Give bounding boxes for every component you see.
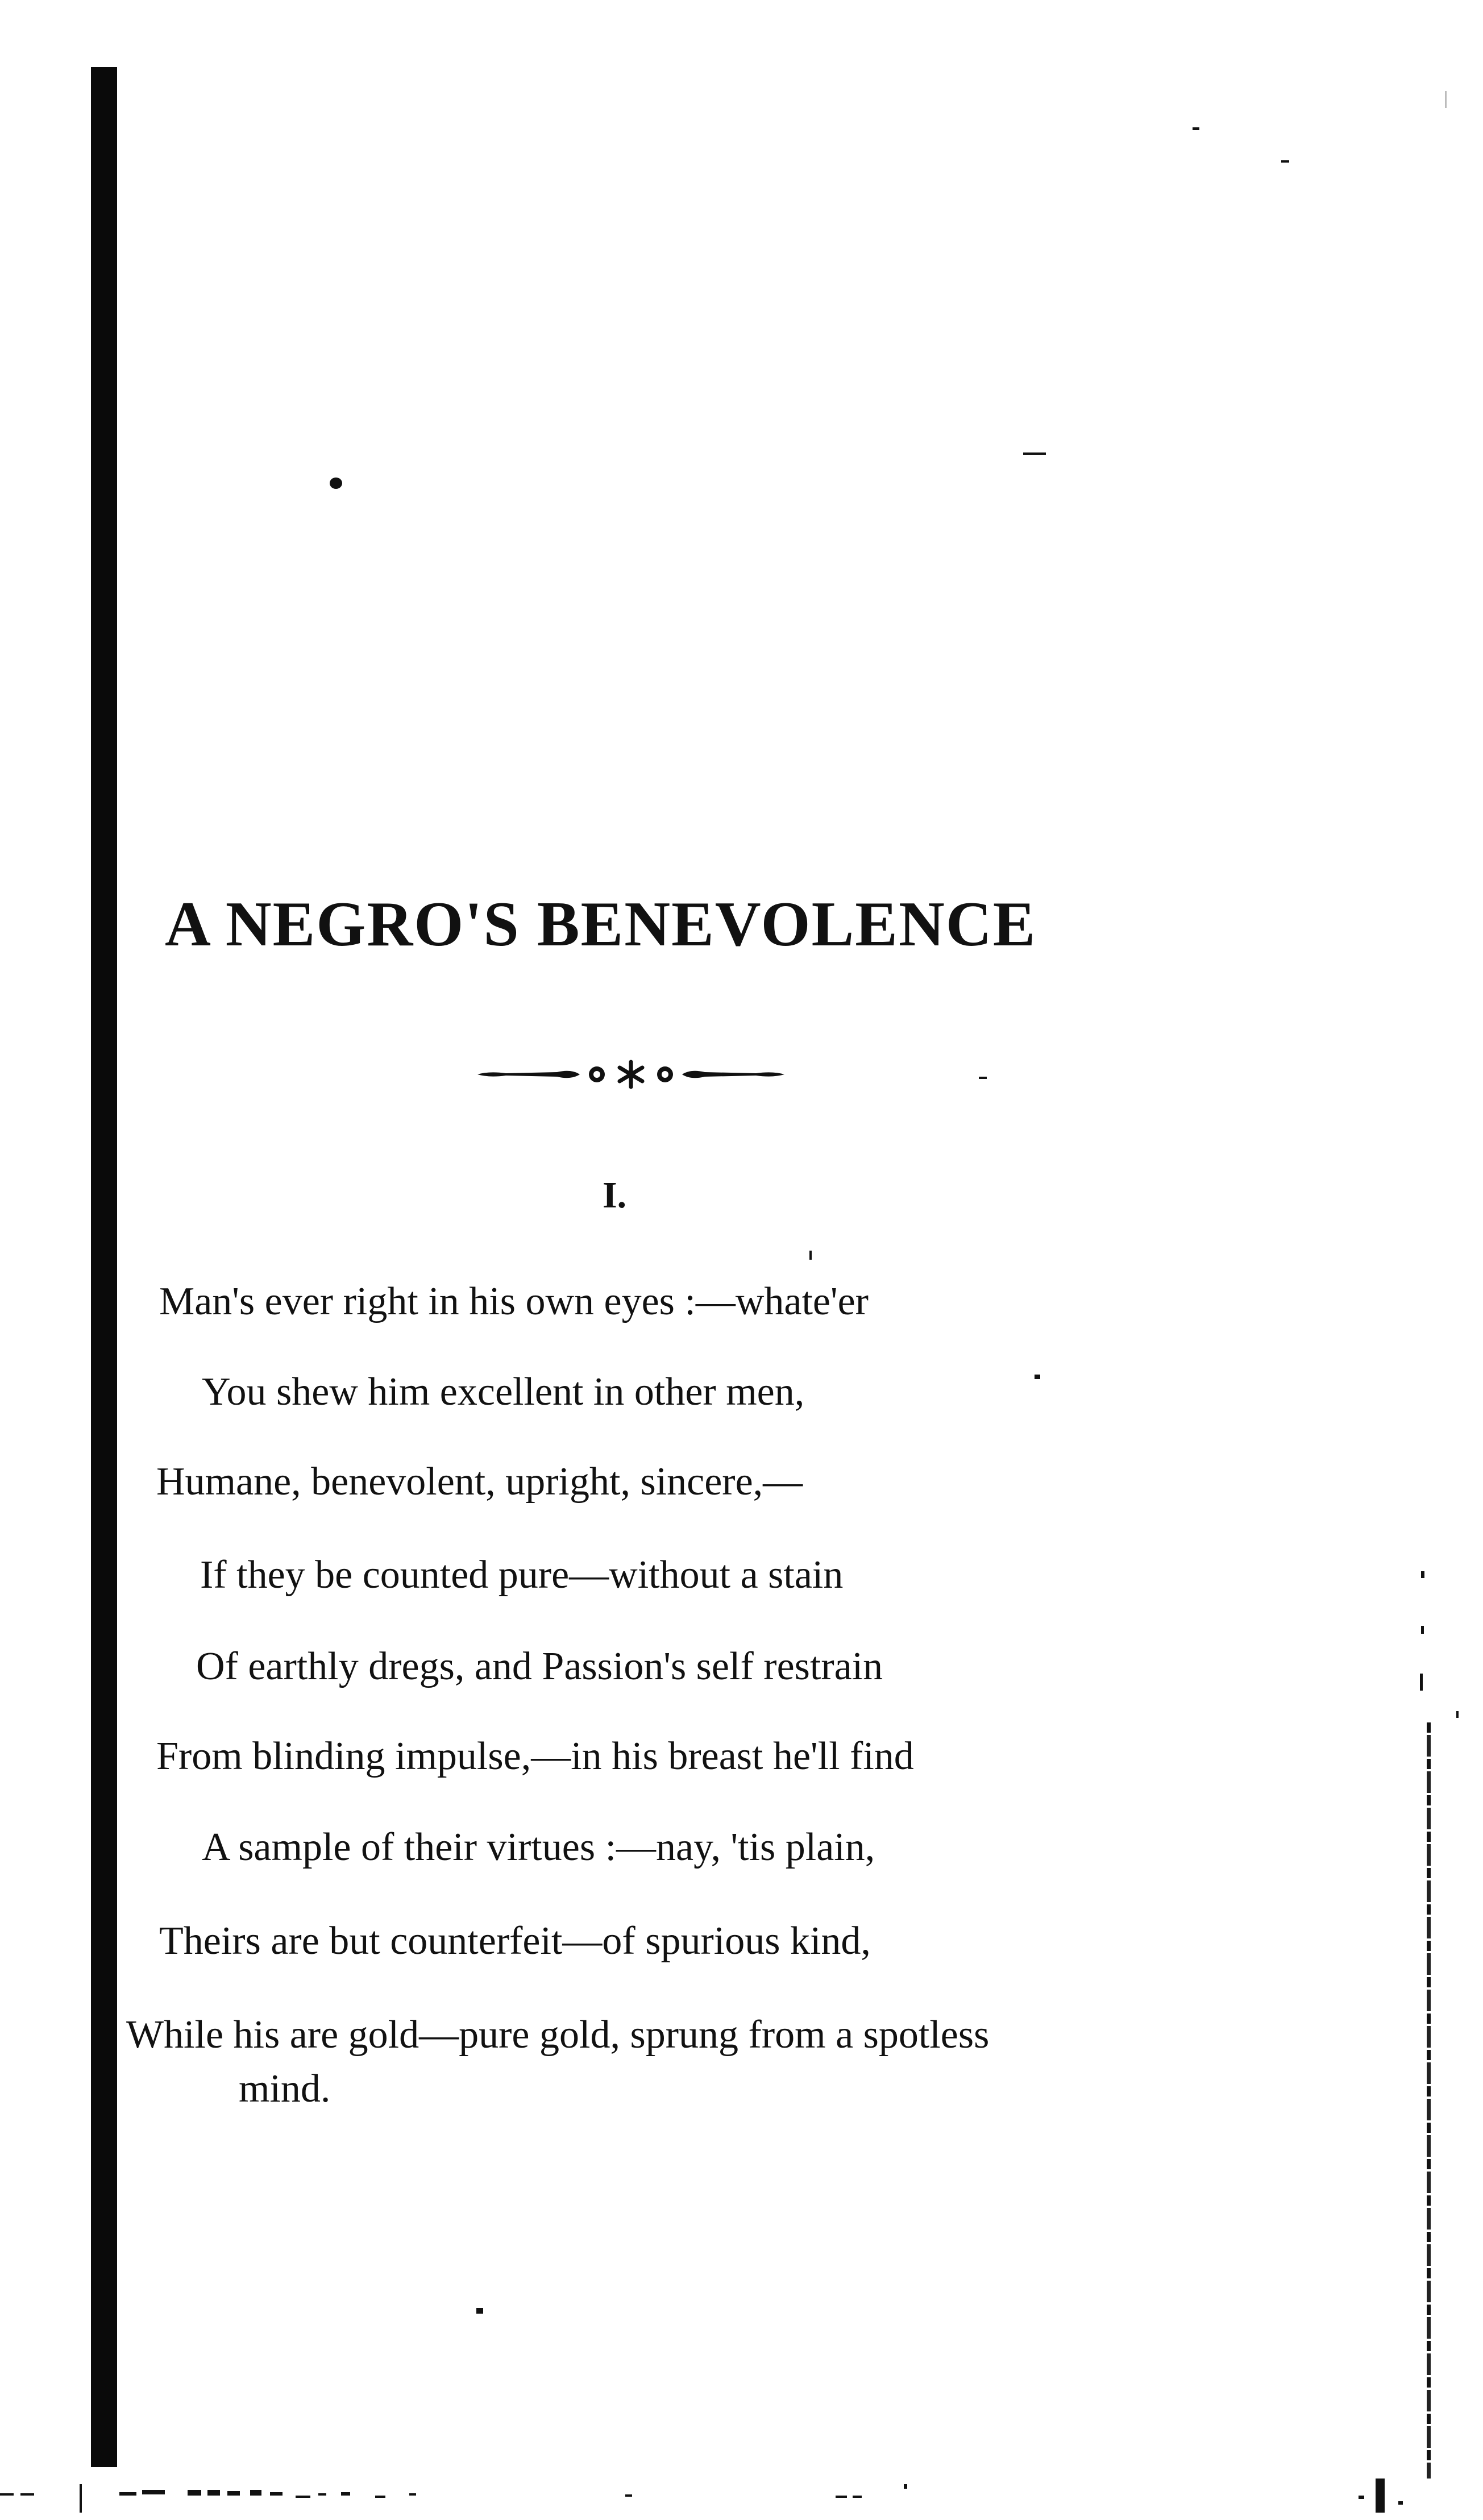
scan-speck [1281, 160, 1289, 163]
scan-speck [979, 1077, 987, 1079]
scan-speck [1023, 452, 1046, 455]
poem-line: Theirs are but counterfeit—of spurious kind, [159, 1919, 871, 1963]
poem-line: Man's ever right in his own eyes :—whate'er [159, 1280, 869, 1323]
scan-speck [330, 478, 342, 489]
scan-speck [1193, 127, 1199, 130]
poem-line: While his are gold—pure gold, sprung from a spotless [126, 2013, 990, 2057]
poem-line: Humane, benevolent, upright, sincere,— [156, 1460, 803, 1504]
scan-bottom-artifact [0, 2473, 1483, 2518]
scan-speck [1420, 1674, 1423, 1691]
poem-line: From blinding impulse,—in his breast he'll find [156, 1734, 914, 1778]
poem-line: If they be counted pure—without a stain [200, 1553, 844, 1597]
ornament-divider [472, 1057, 790, 1091]
scan-speck [476, 2308, 483, 2314]
scan-speck [809, 1251, 812, 1260]
scan-speck [1421, 1571, 1424, 1578]
scan-speck [1035, 1375, 1040, 1379]
page-title: A NEGRO'S BENEVOLENCE [165, 889, 1037, 960]
poem-line: A sample of their virtues :—nay, 'tis plain, [202, 1825, 875, 1869]
poem-line: mind. [239, 2067, 331, 2111]
poem-line: Of earthly dregs, and Passion's self restrain [196, 1645, 883, 1688]
scan-speck [1421, 1626, 1424, 1634]
poem-line: You shew him excellent in other men, [202, 1370, 805, 1414]
binding-edge [91, 67, 117, 2467]
scan-speck [1445, 91, 1447, 108]
section-number: I. [603, 1174, 627, 1216]
scan-speck [1456, 1711, 1459, 1718]
scan-edge-artifact [1427, 1722, 1431, 2479]
